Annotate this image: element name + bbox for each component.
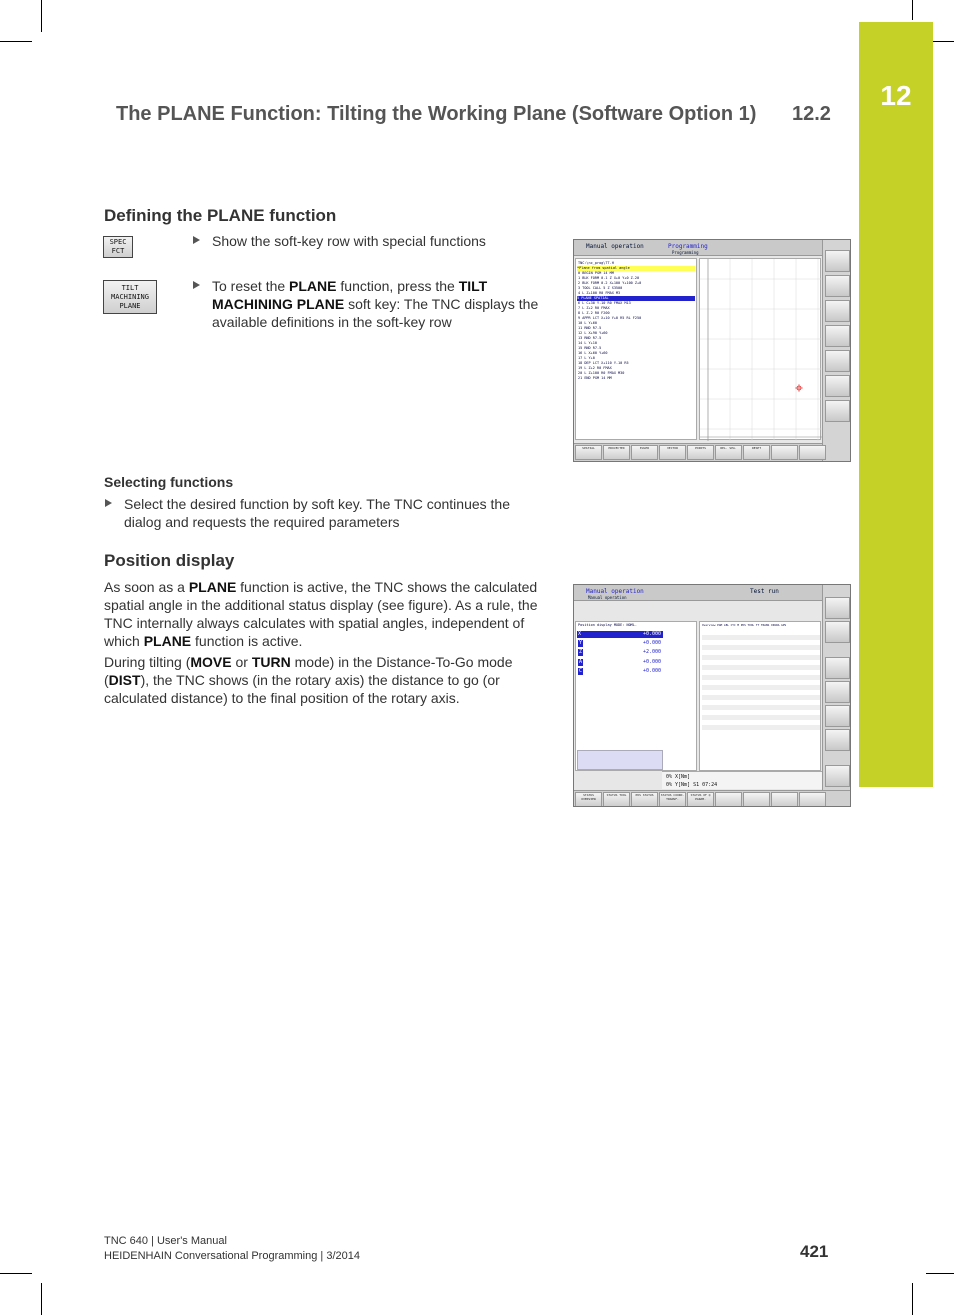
side-softkey[interactable] (825, 621, 850, 643)
page-header-title: The PLANE Function: Tilting the Working Plane (Software Option 1) (116, 103, 757, 125)
keyword: PLANE (289, 278, 337, 294)
axis-value: +0.000 (642, 640, 661, 646)
code-line: 4 L Z+100 R0 FMAX M3 (578, 291, 621, 295)
arrow-bullet-icon (193, 236, 200, 244)
step-text: soft key: The TNC displays the available definitions in the soft-key row (212, 296, 539, 330)
screenshot-position-display (573, 584, 851, 807)
softkey-euler[interactable]: EULER (631, 445, 658, 460)
paragraph-text: ), the TNC shows (in the rotary axis) the distance to go (or calculated distance) to the final position of the rotary axis. (104, 672, 500, 706)
step-select-function (124, 495, 549, 531)
override-line-1: 0% X[Nm] (666, 774, 691, 780)
vertical-softkey-bar (822, 240, 851, 462)
softkey-pos-status[interactable]: POS STATUS (631, 792, 658, 807)
override-line-2: 0% Y[Nm] S1 07:24 (666, 782, 718, 788)
softkey-status-overview[interactable]: STATUS OVERVIEW (575, 792, 602, 807)
paragraph-text: During tilting ( (104, 654, 191, 670)
footer-manual-subtitle: HEIDENHAIN Conversational Programming | 3/2014 (104, 1250, 360, 1262)
axis-label: X (578, 631, 582, 637)
mode-bar (574, 240, 822, 256)
crop-mark (926, 1273, 954, 1274)
softkey-empty[interactable] (799, 445, 826, 460)
softkey-label: TILT (121, 283, 139, 292)
step-text: function, press the (336, 278, 459, 294)
softkey-status-tool[interactable]: STATUS TOOL (603, 792, 630, 807)
side-softkey[interactable] (825, 597, 850, 619)
softkey-projected[interactable]: PROJECTED (603, 445, 630, 460)
softkey-status-q-param[interactable]: STATUS OF Q PARAM. (687, 792, 714, 807)
code-line: 19 L Z+2 R0 FMAX (578, 366, 612, 370)
code-line: 10 L Y+60 (578, 321, 597, 325)
side-softkey[interactable] (825, 375, 850, 397)
code-line: 14 L Y+10 (578, 341, 597, 345)
code-line: 17 L Y+0 (578, 356, 595, 360)
arrow-bullet-icon (193, 281, 200, 289)
code-line-selected: 5 PLANE SPATIAL (577, 296, 695, 301)
side-softkey[interactable] (825, 400, 850, 422)
file-path: TNC:\nc_prog\TT.H (578, 261, 614, 265)
override-display (662, 771, 822, 789)
code-line: 18 DEP LCT X+110 Y-10 R5 (578, 361, 629, 365)
code-line: 16 L X+60 Y+60 (578, 351, 608, 355)
mode-left: Manual operation (586, 588, 644, 595)
code-line: 12 L X+90 Y+60 (578, 331, 608, 335)
mode-right-sub: Programming (672, 250, 699, 255)
mode-right: Test run (750, 588, 779, 595)
softkey-points[interactable]: POINTS (687, 445, 714, 460)
axis-value: +0.000 (642, 631, 661, 637)
mode-right: Programming (668, 243, 708, 250)
status-tabs: Overview PGM LBL CYC M POS TOOL TT TRANS OPARA GPS (702, 623, 787, 627)
axis-label: Z (579, 649, 583, 655)
code-line: 7 L Z+2 R0 FMAX (578, 306, 610, 310)
softkey-label: SPEC (109, 238, 127, 246)
page-header-section: 12.2 (792, 103, 831, 125)
keyword: PLANE (188, 579, 237, 595)
heading-defining-plane: Defining the PLANE function (104, 206, 337, 225)
crop-mark (41, 1283, 42, 1315)
axis-value: +2.000 (642, 649, 661, 655)
axis-value: +0.000 (642, 659, 661, 665)
grid-graphic (700, 259, 822, 441)
paragraph-text: As soon as a (104, 579, 189, 595)
crop-mark (0, 1273, 32, 1274)
paragraph-text: mode) in the Distance-To-Go mode ( (104, 654, 513, 688)
paragraph-spatial-angle (104, 578, 540, 650)
code-line: 20 L Z+100 R0 FMAX M30 (578, 371, 625, 375)
softkey-label: MACHINING (111, 292, 149, 301)
softkey-empty[interactable] (715, 792, 742, 807)
crop-mark (0, 41, 32, 42)
keyword: TURN (251, 654, 291, 670)
axis-label: A (579, 659, 583, 665)
arrow-bullet-icon (105, 499, 112, 507)
code-line: 3 TOOL CALL 5 Z S3500 (578, 286, 623, 290)
side-softkey[interactable] (825, 765, 850, 787)
position-mode-title: Position display MODE: NOML. (578, 623, 638, 627)
footer-manual-title: TNC 640 | User's Manual (104, 1235, 227, 1247)
code-line: 13 RND R7.5 (578, 336, 602, 340)
code-listing (576, 266, 696, 436)
code-line: 9 APPR LCT X+10 Y+0 R5 RL F250 (578, 316, 642, 320)
keyword: PLANE (143, 633, 192, 649)
step-text: Show the soft-key row with special functions (212, 233, 486, 249)
axis-label: Y (579, 640, 583, 646)
mode-bar (574, 585, 822, 601)
softkey-row (574, 790, 851, 807)
softkey-label: FCT (111, 247, 125, 255)
side-softkey[interactable] (825, 325, 850, 347)
crop-mark (912, 0, 913, 20)
status-pane (699, 621, 821, 771)
heading-position-display: Position display (104, 551, 235, 570)
side-softkey[interactable] (825, 681, 850, 703)
softkey-label: PLANE (119, 301, 141, 310)
softkey-spatial[interactable]: SPATIAL (575, 445, 602, 460)
softkey-empty[interactable] (743, 792, 770, 807)
softkey-status-coord-transf[interactable]: STATUS COORD. TRANSF. (659, 792, 686, 807)
side-softkey[interactable] (825, 300, 850, 322)
vertical-softkey-bar (822, 585, 851, 807)
crop-mark (41, 0, 42, 32)
axis-row-a (577, 659, 663, 666)
side-softkey[interactable] (825, 729, 850, 751)
keyword: TILT MACHINING PLANE (212, 278, 488, 312)
mode-left-sub: Manual operation (588, 595, 627, 600)
softkey-empty[interactable] (771, 792, 798, 807)
program-pane (575, 258, 697, 440)
position-pane (575, 621, 697, 771)
code-line: 1 BLK FORM 0.1 Z X+0 Y+0 Z-20 (578, 276, 640, 280)
paragraph-tilting (104, 653, 540, 707)
keyword: DIST (108, 672, 141, 688)
keyword: MOVE (190, 654, 232, 670)
mode-left: Manual operation (586, 243, 644, 250)
graphics-pane (699, 258, 821, 440)
side-softkey[interactable] (825, 250, 850, 272)
code-line: 6 L C+30 Y-10 R0 FMAX M13 (578, 301, 631, 305)
softkey-vector[interactable]: VECTOR (659, 445, 686, 460)
code-line: 8 L Z-2 R0 F200 (578, 311, 610, 315)
step-reset-plane (212, 277, 542, 331)
step-show-softkey-row (212, 232, 542, 250)
axis-row-c (577, 668, 663, 675)
screenshot-programming (573, 239, 851, 462)
softkey-reset[interactable]: RESET (743, 445, 770, 460)
side-softkey[interactable] (825, 657, 850, 679)
code-line: *Plane from spatial angle (577, 266, 695, 271)
crop-mark (912, 1283, 913, 1315)
heading-selecting-functions: Selecting functions (104, 474, 234, 490)
code-line: 2 BLK FORM 0.2 X+100 Y+100 Z+0 (578, 281, 642, 285)
code-line: 0 BEGIN PGM 14 MM (578, 271, 614, 275)
status-table (702, 630, 820, 730)
axis-value: +0.000 (642, 668, 661, 674)
axis-row-z (577, 649, 663, 656)
softkey-empty[interactable] (771, 445, 798, 460)
tilt-machining-plane-softkey[interactable] (103, 280, 157, 314)
softkey-empty[interactable] (799, 792, 826, 807)
axis-row-x (577, 631, 663, 638)
axis-row-y (577, 640, 663, 647)
chapter-tab (859, 22, 933, 787)
softkey-rel-spa[interactable]: REL. SPA. (715, 445, 742, 460)
page-number: 421 (800, 1242, 829, 1261)
chapter-number: 12 (880, 80, 912, 111)
side-softkey[interactable] (825, 275, 850, 297)
paragraph-text: function is active, the TNC shows the calculated spatial angle in the additional status display (see figure). As a rule, the TNC internally always calculates with spatial angles, independent of which (104, 579, 538, 649)
paragraph-text: function is active. (191, 633, 303, 649)
step-text: Select the desired function by soft key. The TNC continues the dialog and requests the required parameters (124, 496, 510, 530)
axis-label: C (579, 668, 583, 674)
spec-fct-softkey[interactable] (103, 236, 133, 258)
side-softkey[interactable] (825, 350, 850, 372)
code-line: 15 RND R7.5 (578, 346, 602, 350)
code-line: 11 RND R7.5 (578, 326, 602, 330)
step-text: To reset the (212, 278, 290, 294)
paragraph-text: or (231, 654, 252, 670)
tool-info-block (577, 750, 663, 770)
side-softkey[interactable] (825, 705, 850, 727)
softkey-row (574, 443, 822, 461)
code-line: 21 END PGM 14 MM (578, 376, 612, 380)
